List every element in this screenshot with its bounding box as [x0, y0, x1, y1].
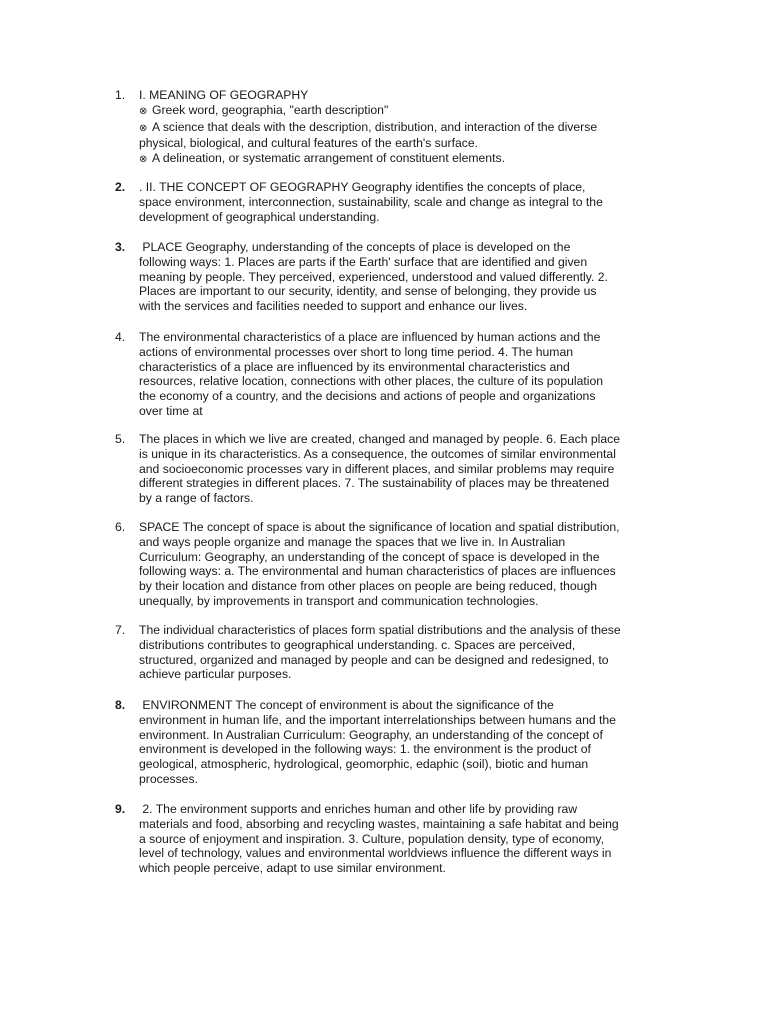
bullet-text-continued: physical, biological, and cultural features of the earth's surface.: [139, 136, 479, 151]
paragraph-line: unequally, by improvements in transport and communication technologies.: [139, 593, 539, 608]
list-number: 4.: [115, 330, 126, 344]
paragraph-line: . II. THE CONCEPT OF GEOGRAPHY Geography identifies the concepts of place,: [139, 180, 586, 194]
paragraph-line: different strategies in different places. 7. The sustainability of places may be threatened: [139, 476, 610, 491]
paragraph-line: resources, relative location, connections with other places, the culture of its population: [139, 374, 604, 389]
paragraph-line: environment is developed in the following ways: 1. the environment is the product of: [139, 742, 591, 757]
paragraph-line: level of technology, values and environmental worldviews influence the different ways in: [139, 846, 612, 861]
list-number: 8.: [115, 698, 126, 712]
list-item-text: [139, 802, 669, 876]
bullet-item: [139, 103, 669, 120]
paragraph-line: the economy of a country, and the decisions and actions of people and organizations: [139, 389, 596, 404]
paragraph-line: achieve particular purposes.: [139, 667, 292, 682]
paragraph-line: actions of environmental processes over short to long time period. 4. The human: [139, 344, 574, 359]
paragraph-line: SPACE The concept of space is about the significance of location and spatial distribution,: [139, 520, 620, 534]
list-item-text: [139, 88, 669, 168]
section-heading: I. MEANING OF GEOGRAPHY: [139, 88, 309, 102]
bullet-item: [139, 151, 669, 168]
paragraph-line: environment in human life, and the important interrelationships between humans and the: [139, 712, 616, 727]
paragraph-line: and ways people organize and manage the spaces that we live in. In Australian: [139, 534, 566, 549]
list-item-text: [139, 698, 669, 787]
paragraph-line: Curriculum: Geography, an understanding of the concept of space is developed in the: [139, 549, 600, 564]
list-number: 6.: [115, 520, 126, 534]
list-number: 9.: [115, 802, 126, 816]
bullet-text: A science that deals with the description, distribution, and interaction of the diverse: [152, 119, 598, 134]
paragraph-line: following ways: a. The environmental and human characteristics of places are influences: [139, 564, 616, 579]
list-number: 5.: [115, 432, 126, 446]
paragraph-line: with the services and facilities needed to support and enhance our lives.: [139, 299, 528, 314]
paragraph-line: is unique in its characteristics. As a consequence, the outcomes of similar environmental: [139, 446, 616, 461]
list-item-text: [139, 330, 669, 419]
list-item-text: [139, 180, 669, 224]
list-item-text: [139, 240, 669, 314]
paragraph-line: by a range of factors.: [139, 491, 254, 506]
list-number: 3.: [115, 240, 126, 254]
paragraph-line: a source of enjoyment and inspiration. 3. Culture, population density, type of economy,: [139, 831, 604, 846]
paragraph-line: space environment, interconnection, sustainability, scale and change as integral to the: [139, 194, 603, 209]
bullet-text: Greek word, geographia, "earth description": [152, 102, 389, 117]
paragraph-line: which people perceive, adapt to use similar environment.: [139, 861, 446, 876]
circled-x-icon: ⊗: [139, 154, 148, 166]
list-number: 1.: [115, 88, 126, 102]
paragraph-line: Places are important to our security, identity, and sense of belonging, they provide us: [139, 284, 597, 299]
circled-x-icon: ⊗: [139, 105, 148, 117]
paragraph-line: materials and food, absorbing and recycling wastes, maintaining a safe habitat and being: [139, 816, 619, 831]
bullet-item: [139, 120, 669, 137]
paragraph-line: following ways: 1. Places are parts if the Earth' surface that are identified and given: [139, 254, 588, 269]
paragraph-line: The places in which we live are created, changed and managed by people. 6. Each place: [139, 432, 621, 446]
paragraph-line: The environmental characteristics of a place are influenced by human actions and the: [139, 330, 601, 344]
paragraph-line: geological, atmospheric, hydrological, geomorphic, edaphic (soil), biotic and human: [139, 757, 589, 772]
paragraph-line: structured, organized and managed by people and can be designed and redesigned, to: [139, 652, 609, 667]
list-number: 7.: [115, 623, 126, 637]
paragraph-line: ENVIRONMENT The concept of environment is about the significance of the: [139, 698, 554, 712]
bullet-text: A delineation, or systematic arrangement of constituent elements.: [152, 151, 505, 166]
paragraph-line: characteristics of a place are influenced by its environmental characteristics and: [139, 359, 570, 374]
paragraph-line: meaning by people. They perceived, experienced, understood and valued differently. 2.: [139, 269, 608, 284]
list-number: 2.: [115, 180, 126, 194]
paragraph-line: PLACE Geography, understanding of the concepts of place is developed on the: [139, 240, 571, 254]
paragraph-line: distributions contributes to geographical understanding. c. Spaces are perceived,: [139, 637, 576, 652]
list-item-text: [139, 432, 669, 506]
circled-x-icon: ⊗: [139, 122, 148, 134]
paragraph-line: over time at: [139, 403, 203, 418]
paragraph-line: The individual characteristics of places form spatial distributions and the analysis of these: [139, 623, 621, 637]
list-item-text: [139, 520, 669, 609]
paragraph-line: processes.: [139, 771, 198, 786]
paragraph-line: and socioeconomic processes vary in different places, and similar problems may require: [139, 461, 615, 476]
paragraph-line: development of geographical understanding.: [139, 209, 380, 224]
paragraph-line: environment. In Australian Curriculum: Geography, an understanding of the concept of: [139, 727, 603, 742]
list-item-text: [139, 623, 669, 682]
paragraph-line: by their location and distance from other places on people are being reduced, though: [139, 579, 598, 594]
paragraph-line: 2. The environment supports and enriches human and other life by providing raw: [139, 802, 578, 816]
